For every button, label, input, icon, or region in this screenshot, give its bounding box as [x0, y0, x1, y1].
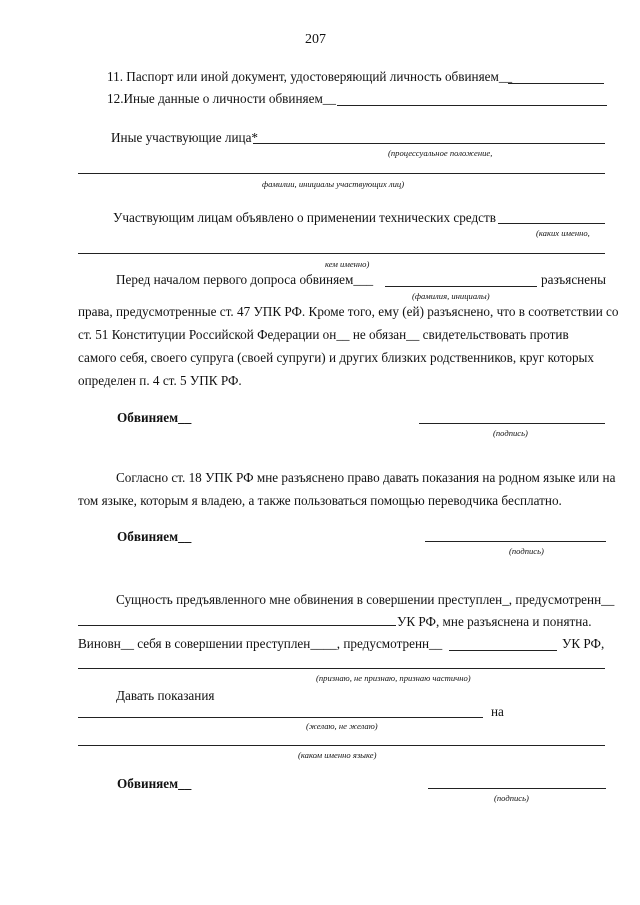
testimony-language-hint: (каком именно языке) — [298, 750, 377, 760]
page-number: 207 — [305, 32, 326, 47]
signature-3-label: Обвиняем__ — [117, 776, 192, 791]
testimony-willing-hint: (желаю, не желаю) — [306, 721, 378, 731]
passport-field[interactable] — [508, 83, 604, 84]
guilt-article-field[interactable] — [449, 650, 557, 651]
tech-means-field-2[interactable] — [78, 253, 605, 254]
signature-2-hint: (подпись) — [509, 546, 544, 556]
guilt-plea-field[interactable] — [78, 668, 605, 669]
accused-name-hint: (фамилия, инициалы) — [412, 291, 490, 301]
tech-means-hint-who: кем именно) — [325, 259, 370, 269]
rights-line-3: ст. 51 Конституции Российской Федерации он__ не обязан__ свидетельствовать против — [78, 327, 569, 342]
guilt-code-label: УК РФ, — [562, 636, 605, 651]
testimony-language-field[interactable] — [78, 745, 605, 746]
participants-field-2[interactable] — [78, 173, 605, 174]
accused-name-field[interactable] — [385, 286, 537, 287]
guilt-line: Виновн__ себя в совершении преступлен____, предусмотренн__ — [78, 636, 443, 651]
tech-means-label: Участвующим лицам объявлено о применении технических средств — [113, 210, 497, 225]
guilt-plea-hint: (признаю, не признаю, признаю частично) — [316, 673, 471, 683]
testimony-willing-field[interactable] — [78, 717, 483, 718]
tech-means-hint-which: (каких именно, — [536, 228, 590, 238]
language-line-1: Согласно ст. 18 УПК РФ мне разъяснено право давать показания на родном языке или на — [116, 470, 616, 485]
charge-line-1: Сущность предъявленного мне обвинения в совершении преступлен_, предусмотренн__ — [116, 592, 615, 607]
signature-3-field[interactable] — [428, 788, 606, 789]
passport-label: 11. Паспорт или иной документ, удостоверяющий личность обвиняем__ — [107, 69, 513, 84]
participants-label: Иные участвующие лица* — [111, 130, 259, 145]
signature-2-label: Обвиняем__ — [117, 529, 192, 544]
language-line-2: том языке, которым я владею, а также пользоваться помощью переводчика бесплатно. — [78, 493, 562, 508]
rights-intro: Перед началом первого допроса обвиняем___ — [116, 272, 374, 287]
rights-line-5: определен п. 4 ст. 5 УПК РФ. — [78, 373, 242, 388]
tech-means-field[interactable] — [498, 223, 605, 224]
other-data-field[interactable] — [337, 105, 607, 106]
participants-field[interactable] — [253, 143, 605, 144]
signature-1-label: Обвиняем__ — [117, 410, 192, 425]
signature-1-field[interactable] — [419, 423, 605, 424]
charge-line-2: УК РФ, мне разъяснена и понятна. — [397, 614, 592, 629]
signature-2-field[interactable] — [425, 541, 606, 542]
participants-hint-role: (процессуальное положение, — [388, 148, 493, 158]
charge-article-field[interactable] — [78, 625, 396, 626]
testimony-label: Давать показания — [116, 688, 215, 703]
other-data-label: 12.Иные данные о личности обвиняем__ — [107, 91, 336, 106]
signature-3-hint: (подпись) — [494, 793, 529, 803]
participants-hint-names: фамилии, инициалы участвующих лиц) — [262, 179, 405, 189]
testimony-on-word: на — [491, 704, 504, 719]
rights-line-4: самого себя, своего супруга (своей супруги) и других близких родственников, круг которых — [78, 350, 594, 365]
rights-explained-word: разъяснены — [541, 272, 606, 287]
signature-1-hint: (подпись) — [493, 428, 528, 438]
rights-line-2: права, предусмотренные ст. 47 УПК РФ. Кроме того, ему (ей) разъяснено, что в соответствии со — [78, 304, 619, 319]
